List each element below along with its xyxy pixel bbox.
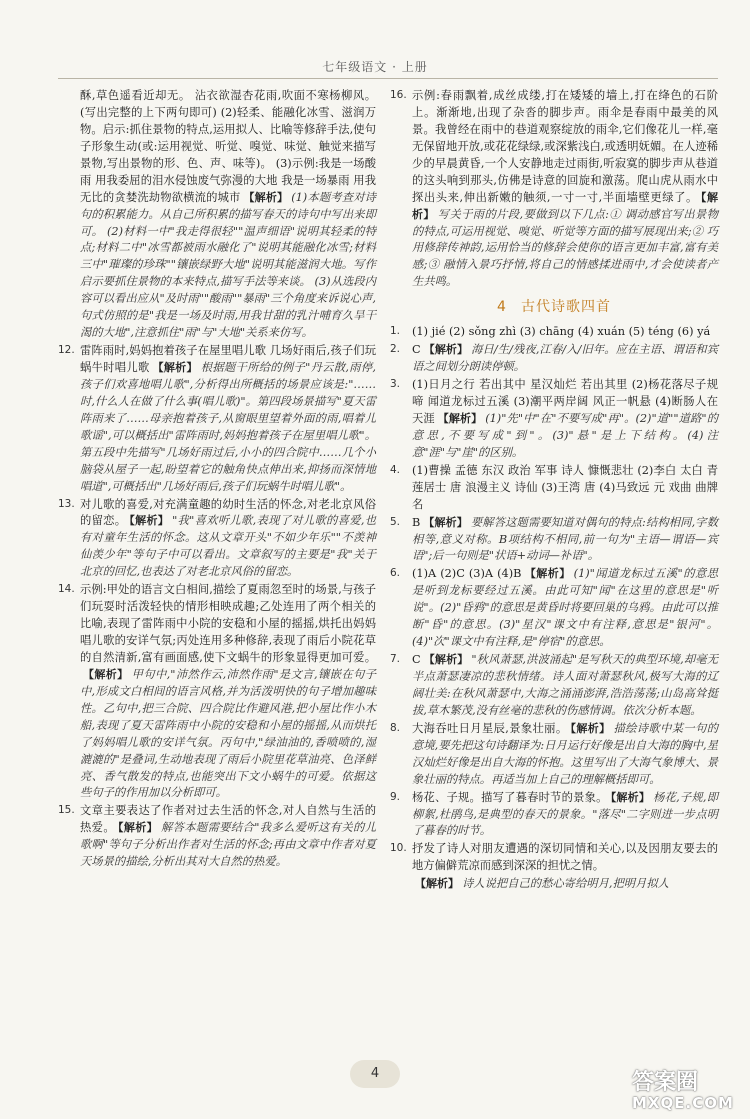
analysis-tag: 【解析】 xyxy=(570,721,611,735)
analysis-text: "秋风萧瑟,洪波涌起"是写秋天的典型环境,却毫无半点萧瑟凄凉的悲秋情绪。诗人面对萧瑟秋风,极写大海的辽阔壮美:在秋风萧瑟中,大海之涌涌澎湃,浩浩荡荡;山岛高耸挺拔,草木繁茂,没有丝毫的悲秋的伤感情调。依次分析本题。 xyxy=(412,653,719,717)
answer-text: 雷阵雨时,妈妈抱着孩子在屋里唱儿歌 几场好雨后,孩子们玩蜗牛时唱儿歌 xyxy=(80,344,376,374)
answer-text: (1)日月之行 若出其中 星汉灿烂 若出其里 (2)杨花落尽子规啼 闻道龙标过五溪 (3)潮平两岸阔 风正一帆悬 (4)断肠人在天涯 xyxy=(412,378,718,425)
analysis-text: 描绘诗歌中某一句的意境,要先把这句诗翻译为:日月运行好像是出自大海的胸中,星汉灿烂好像是出自大海的怀抱。这里写出了大海气象博大、景象壮丽的特点。再适当加上自己的理解概括即可。 xyxy=(412,721,719,786)
left-column xyxy=(58,88,376,872)
item-number xyxy=(390,876,412,893)
answer-item xyxy=(390,324,718,341)
analysis-text: 诗人说把自己的愁心寄给明月,把明月拟人 xyxy=(462,877,669,891)
analysis-tag: 【解析】 xyxy=(423,653,469,667)
watermark-url: MXQE.COM xyxy=(632,1094,734,1112)
answer-item xyxy=(58,803,376,871)
answer-item xyxy=(390,876,718,893)
analysis-text: 要解答这题需要知道对偶句的特点:结构相同,字数相等,意义对称。B项结构不相同,前一句为"主语—谓语—宾语";后一句则是"状语+动词—补语"。 xyxy=(412,515,719,563)
analysis-text: 甲句中,"沛然作云,沛然作雨"是文言,镶嵌在句子中,形成文白相间的语言风格,并为活泼明快的句子增加趣味性。乙句中,把三合院、四合院比作避风港,把小屋比作小木船,表现了夏天雷阵雨中小院的安稳和小屋的摇摇,从而烘托了妈妈唱儿歌的安详气氛。丙句中,"绿油油的,香喷喷的,湿漉漉的"是叠词,生动地表现了雨后小院里花草油亮、色泽鲜亮、香气散发的特点,也能突出下文小蜗牛的可爱。依据这些句子的作用加以分析即可。 xyxy=(80,667,377,800)
answer-item xyxy=(390,841,718,875)
section-title: 古代诗歌四首 xyxy=(520,299,611,316)
answer-text: 大海吞吐日月星辰,景象壮丽。 xyxy=(412,721,568,735)
answer-text: (1)曹操 孟德 东汉 政治 军事 诗人 慷慨悲壮 (2)李白 太白 青莲居士 唐 浪漫主义 诗仙 (3)王湾 唐 (4)马致远 元 戏曲 曲牌名 xyxy=(412,463,718,511)
item-number xyxy=(58,88,80,342)
analysis-tag: 【解析】 xyxy=(243,190,289,204)
answer-text: 酥,草色遥看近却无。 沾衣欲湿杏花雨,吹面不寒杨柳风。(写出完整的上下两句即可) (2)轻柔、能融化冰雪、滋润万物。启示:抓住景物的特点,运用拟人、比喻等修辞手法,使句子形象生动(或:运用视觉、听觉、嗅觉、味觉、触觉来描写景物,写出景物的形、色、声、味等)。 (3)示例:我是一场酸雨 用我委屈的泪水侵蚀废气弥漫的大地 我是一场暴雨 用我无比的贪婪洗劫物欲横流的城市 xyxy=(80,89,376,204)
item-number: 4. xyxy=(390,463,401,476)
answer-item xyxy=(390,377,718,462)
item-number: 15. xyxy=(58,804,75,817)
item-number: 9. xyxy=(390,790,401,803)
item-number: 3. xyxy=(390,378,401,391)
analysis-text: 写关于雨的片段,要做到以下几点:① 调动感官写出景物的特点,可运用视觉、嗅觉、听觉等方面的描写展现出来;② 巧用修辞传神韵,运用恰当的修辞会使你的语言更加丰富,富有美感;③ 融情入景巧抒情,将自己的情感揉进雨中,才会使读者产生共鸣。 xyxy=(412,207,719,289)
answer-item xyxy=(58,88,376,342)
answer-item xyxy=(390,721,718,789)
item-number: 14. xyxy=(58,583,75,596)
answer-item xyxy=(390,790,718,841)
analysis-text: "我"喜欢听儿歌,表现了对儿歌的喜爱,也有对童年生活的怀念。这从文章开头"不如少年乐""不羡神仙羡少年"等句子中可以看出。文章叙写的主要是"我"关于北京的回忆,也表达了对老北京风俗的留恋。 xyxy=(80,514,376,579)
answer-item xyxy=(390,515,718,566)
analysis-text: 海日/生/残夜,江春/入/旧年。应在主语、谓语和宾语之间划分朗读停顿。 xyxy=(412,343,718,374)
answer-text: 示例:春雨飘着,成丝成缕,打在矮矮的墙上,打在绛色的石阶上。渐渐地,出现了杂沓的脚步声。雨伞是春雨中最美的风景。我曾经在雨中的巷道观察绽放的雨伞,它们像花儿一样,毫无保留地开放,或花花绿绿,或深紫浅白,或透明妩媚。在人迹稀少的早晨黄昏,一个人安静地走过雨街,听寂寞的脚步声从巷道的这头响到那头,仿佛是诗意的回旋和激荡。爬山虎从雨水中探出头来,伸出新嫩的触须,一寸一寸,半面墙壁更绿了。 xyxy=(412,89,718,204)
answer-text: 文章主要表达了作者对过去生活的怀念,对人自然与生活的热爱。 xyxy=(80,804,376,835)
answer-item xyxy=(390,652,718,720)
answer-text: (1)A (2)C (3)A (4)B xyxy=(412,567,522,581)
analysis-tag: 【解析】 xyxy=(610,790,651,804)
analysis-text: 根据题干所给的例子"丹云散,雨停,孩子们欢喜地唱儿歌",分析得出所概括的场景应该是:"……时,什么人在做了什么事(唱儿歌)"。第四段场景描写"夏天雷阵雨来了……母亲抱着孩子,从窗眼里望着外面的雨,唱着儿歌谣",可以概括出"雷阵雨时,妈妈抱着孩子在屋里唱儿歌"。第五段中先描写"几场好雨过后,小小的四合院中……几个小脑袋从屋子一起,盼望着它的触角快点伸出来,抑扬而深情地唱道",可概括出"几场好雨后,孩子们玩蜗牛时唱儿歌"。 xyxy=(80,361,376,493)
page-header: 七年级语文 · 上册 xyxy=(322,60,428,74)
analysis-tag: 【解析】 xyxy=(423,515,468,529)
item-number: 10. xyxy=(390,842,407,855)
answer-item xyxy=(390,342,718,376)
answer-item xyxy=(58,582,376,802)
item-number: 7. xyxy=(390,653,401,666)
right-column xyxy=(390,88,718,894)
answer-item xyxy=(390,463,718,514)
watermark-logo xyxy=(632,1072,744,1114)
section-number: 4 xyxy=(497,299,507,316)
analysis-tag: 【解析】 xyxy=(423,343,469,357)
answer-text: 对儿歌的喜爱,对充满童趣的幼时生活的怀念,对老北京风俗的留恋。 xyxy=(80,497,376,528)
analysis-text: (1)本题考查对诗句的积累能力。从自己所积累的描写春天的诗句中写出来即可。 (2)材料一中"我走得很轻""温声细语"说明其轻柔的特点;材料二中"冰雪都被雨水融化了"说明其能融化冰雪;材料三中"璀璨的珍珠""镶嵌绿野大地"说明其能滋润大地。写作启示要抓住景物的本来特点,描写手法等来谈。 (3)从选段内容可以看出应从"及时雨""酸雨""暴雨"三个角度来诉说心声,句式仿照的是"我是一场及时雨,用我甘甜的乳汁哺育久旱干渴的大地",注意抓住"雨"与"大地"关系来仿写。 xyxy=(80,190,376,340)
item-number: 8. xyxy=(390,721,401,734)
answer-item xyxy=(58,343,376,495)
answer-text: C xyxy=(412,653,421,667)
analysis-tag: 【解析】 xyxy=(412,190,718,221)
analysis-tag: 【解析】 xyxy=(83,667,129,681)
analysis-tag: 【解析】 xyxy=(415,877,459,891)
analysis-text: (1)"先"中"在"不要写成"再"。(2)"道""道路"的意思,不要写成"到"。(3)"悬"是上下结构。(4)注意"涯"与"崖"的区别。 xyxy=(412,411,719,459)
item-number: 5. xyxy=(390,515,401,528)
answer-item xyxy=(58,497,376,582)
item-number: 16. xyxy=(390,89,407,101)
item-number: 6. xyxy=(390,567,401,580)
header-divider xyxy=(58,78,718,79)
section-heading xyxy=(390,297,718,318)
analysis-text: 解答本题需要结合"我多么爱听这有关的儿歌啊"等句子分析出作者对生活的怀念;再由文章中作者对夏天场景的描绘,分析出其对大自然的热爱。 xyxy=(80,821,376,869)
analysis-tag: 【解析】 xyxy=(117,821,158,835)
answer-text: 示例:甲处的语言文白相间,描绘了夏雨忽至时的场景,与孩子们玩耍时活泼轻快的情形相映成趣;乙处连用了两个相关的比喻,表现了雷阵雨中小院的安稳和小屋的摇摇,烘托出妈妈唱儿歌的安详气氛;丙处连用多种修辞,表现了雨后小院花草的自然清新,富有画面感,使下文蜗牛的形象显得更加可爱。 xyxy=(80,583,376,664)
analysis-text: (1)"闻道龙标过五溪"的意思是听到龙标要经过五溪。由此可知"闻"在这里的意思是"听说"。(2)"昏鸦"的意思是黄昏时将要回巢的乌鸦。由此可以推断"昏"的意思。(3)"星汉"课文中有注释,意思是"银河"。(4)"次"课文中有注释,是"停宿"的意思。 xyxy=(412,567,719,649)
answer-item xyxy=(390,566,718,651)
page-number: 4 xyxy=(370,1066,380,1081)
answer-text: C xyxy=(412,343,421,357)
answer-text: 杨花、子规。描写了暮春时节的景象。 xyxy=(412,790,608,804)
answer-text: 抒发了诗人对朋友遭遇的深切同情和关心,以及因朋友要去的地方偏僻荒凉而感到深深的担忧之情。 xyxy=(412,842,718,873)
answer-text: (1) jié (2) sǒng zhì (3) chāng (4) xuán (5) téng (6) yá xyxy=(412,325,711,339)
answer-text: B xyxy=(412,515,421,529)
item-number: 1. xyxy=(390,325,401,338)
analysis-text: 杨花,子规,即柳絮,杜鹃鸟,是典型的春天的景象。"落尽"二字则进一步点明了暮春的时节。 xyxy=(412,790,718,838)
analysis-tag: 【解析】 xyxy=(524,567,571,581)
watermark-text: 答案圈 xyxy=(632,1070,699,1095)
analysis-tag: 【解析】 xyxy=(129,514,170,528)
item-number: 12. xyxy=(58,344,75,357)
item-number: 2. xyxy=(390,343,401,356)
item-number: 13. xyxy=(58,497,75,510)
answer-item xyxy=(390,88,718,291)
analysis-tag: 【解析】 xyxy=(437,411,483,425)
analysis-tag: 【解析】 xyxy=(152,361,198,374)
